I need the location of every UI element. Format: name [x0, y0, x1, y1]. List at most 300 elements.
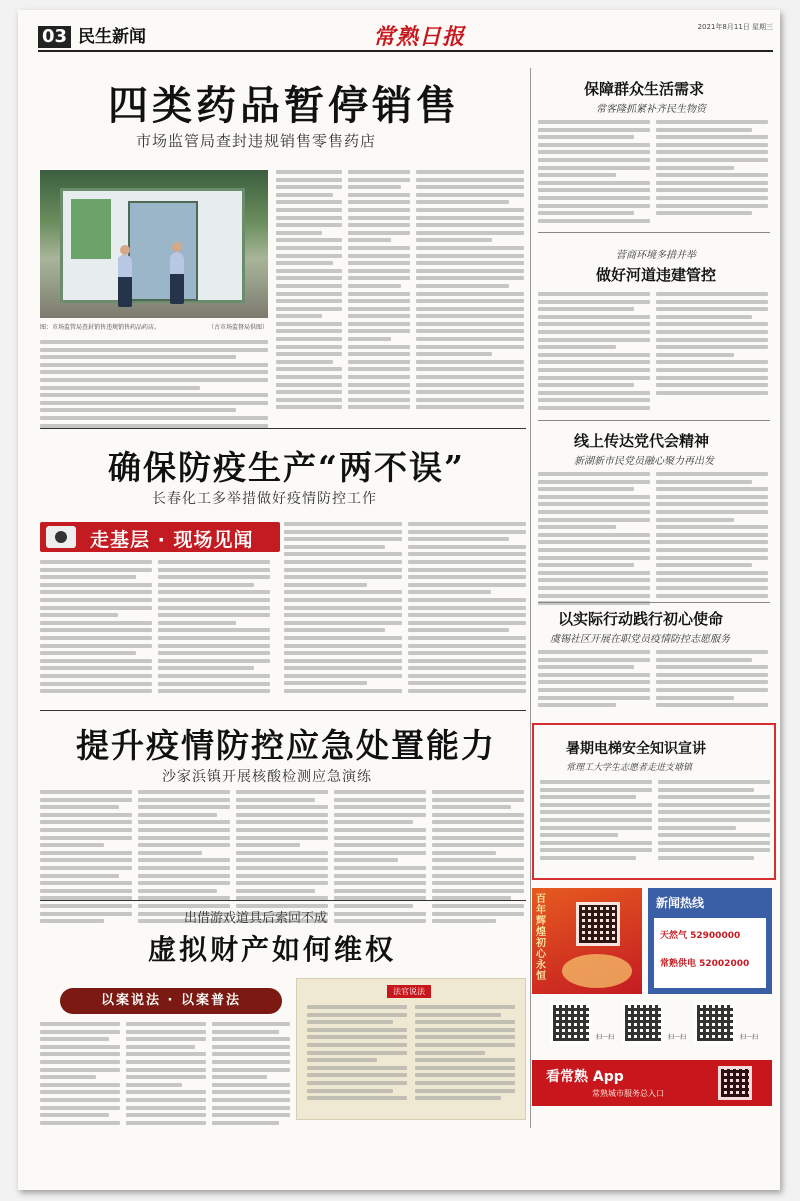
body-text-line [212, 1113, 290, 1117]
body-text-line [416, 360, 524, 364]
newspaper-page [18, 10, 780, 1190]
app-ad-subtitle: 常熟城市服务总入口 [592, 1089, 664, 1098]
article2-subhead: 长春化工多举措做好疫情防控工作 [152, 491, 377, 507]
qr-code[interactable] [576, 902, 620, 946]
body-text-line [415, 1043, 515, 1047]
body-text-line [284, 575, 402, 579]
body-text-line [408, 568, 526, 572]
qr-code[interactable] [622, 1002, 664, 1044]
body-text-line [276, 193, 333, 197]
photo-caption-text: 图：市场监管局查封销售违规销售药品药店。 [40, 324, 161, 331]
article3-body-col5 [432, 790, 524, 927]
sidebar4-headline[interactable]: 以实际行动践行初心使命 [558, 610, 724, 628]
body-text-line [540, 826, 652, 830]
body-text-line [307, 1043, 407, 1047]
body-text-line [284, 606, 402, 610]
body-text-line [276, 276, 342, 280]
body-text-line [415, 1035, 515, 1039]
body-text-line [307, 1028, 407, 1032]
commentary-col1 [307, 1005, 407, 1104]
body-text-line [158, 628, 270, 632]
body-text-line [538, 300, 650, 304]
body-text-line [138, 836, 230, 840]
body-text-line [40, 424, 268, 428]
body-text-line [415, 1051, 485, 1055]
body-text-line [538, 696, 650, 700]
body-text-line [348, 254, 410, 258]
body-text-line [307, 1035, 407, 1039]
body-text-line [656, 330, 768, 334]
body-text-line [40, 1121, 120, 1125]
body-text-line [158, 621, 236, 625]
body-text-line [538, 391, 650, 395]
body-text-line [348, 223, 410, 227]
body-text-line [284, 628, 385, 632]
body-text-line [656, 338, 768, 342]
body-text-line [348, 185, 401, 189]
hotline-ad[interactable] [648, 888, 772, 994]
body-text-line [432, 798, 524, 802]
article1-body-col1 [40, 340, 268, 431]
body-text-line [538, 472, 650, 476]
body-text-line [307, 1051, 407, 1055]
body-text-line [40, 904, 132, 908]
qr-label: 扫一扫 [596, 1034, 615, 1041]
body-text-line [40, 1113, 109, 1117]
sidebar5-headline[interactable]: 暑期电梯安全知识宣讲 [566, 741, 706, 757]
body-text-line [538, 219, 650, 223]
body-text-line [158, 674, 270, 678]
body-text-line [158, 583, 254, 587]
article3-headline[interactable]: 提升疫情防控应急处置能力 [76, 726, 496, 765]
body-text-line [348, 345, 410, 349]
body-text-line [212, 1030, 279, 1034]
body-text-line [284, 522, 402, 526]
article3-body-col4 [334, 790, 426, 927]
centenary-ad-title: 百年辉煌 初心永恒 [536, 894, 546, 982]
body-text-line [416, 178, 524, 182]
body-text-line [40, 790, 132, 794]
article1-subhead: 市场监管局查封违规销售零售药店 [136, 132, 377, 150]
body-text-line [40, 613, 118, 617]
body-text-line [348, 170, 410, 174]
body-text-line [212, 1045, 290, 1049]
body-text-line [276, 375, 342, 379]
body-text-line [538, 502, 650, 506]
body-text-line [284, 583, 367, 587]
body-text-line [415, 1028, 515, 1032]
body-text-line [40, 889, 132, 893]
body-text-line [158, 575, 270, 579]
article2-headline[interactable]: 确保防疫生产“两不误” [108, 448, 465, 487]
body-text-line [656, 135, 768, 139]
body-text-line [408, 537, 509, 541]
body-text-line [348, 329, 410, 333]
body-text-line [236, 798, 315, 802]
body-text-line [432, 866, 524, 870]
body-text-line [40, 1037, 109, 1041]
body-text-line [126, 1098, 206, 1102]
body-text-line [40, 881, 132, 885]
body-text-line [538, 120, 650, 124]
body-text-line [656, 696, 734, 700]
body-text-line [348, 208, 410, 212]
body-text-line [432, 889, 524, 893]
body-text-line [416, 208, 524, 212]
body-text-line [538, 368, 650, 372]
store-front [60, 188, 245, 303]
body-text-line [126, 1037, 206, 1041]
body-text-line [138, 798, 230, 802]
body-text-line [656, 472, 768, 476]
body-text-line [658, 795, 770, 799]
body-text-line [416, 238, 492, 242]
body-text-line [40, 628, 152, 632]
body-text-line [656, 548, 768, 552]
body-text-line [538, 150, 650, 154]
body-text-line [40, 851, 132, 855]
body-text-line [40, 340, 268, 344]
body-text-line [656, 556, 768, 560]
body-text-line [658, 841, 770, 845]
body-text-line [40, 370, 268, 374]
body-text-line [416, 170, 524, 174]
body-text-line [538, 578, 650, 582]
body-text-line [276, 170, 342, 174]
qr-code[interactable] [550, 1002, 592, 1044]
body-text-line [40, 378, 268, 382]
body-text-line [40, 1045, 120, 1049]
body-text-line [40, 416, 268, 420]
body-text-line [276, 367, 342, 371]
body-text-line [158, 598, 270, 602]
body-text-line [212, 1121, 279, 1125]
body-text-line [138, 851, 202, 855]
body-text-line [538, 135, 634, 139]
body-text-line [415, 1073, 515, 1077]
article4-body-col3 [212, 1022, 290, 1128]
body-text-line [158, 666, 254, 670]
body-text-line [416, 322, 524, 326]
body-text-line [126, 1121, 206, 1125]
body-text-line [126, 1022, 206, 1026]
body-text-line [408, 613, 526, 617]
body-text-line [538, 181, 650, 185]
body-text-line [236, 866, 328, 870]
body-text-line [40, 912, 132, 916]
body-text-line [416, 390, 524, 394]
body-text-line [126, 1090, 206, 1094]
body-text-line [40, 1052, 120, 1056]
body-text-line [658, 788, 754, 792]
body-text-line [538, 166, 650, 170]
body-text-line [334, 889, 426, 893]
body-text-line [40, 843, 104, 847]
body-text-line [538, 307, 634, 311]
body-text-line [656, 173, 768, 177]
body-text-line [415, 1058, 515, 1062]
body-text-line [408, 583, 526, 587]
body-text-line [656, 211, 752, 215]
article4-kicker: 出借游戏道具后索回不成 [184, 911, 328, 926]
body-text-line [284, 552, 402, 556]
body-text-line [432, 805, 511, 809]
body-text-line [656, 658, 752, 662]
body-text-line [432, 790, 524, 794]
body-text-line [538, 533, 650, 537]
body-text-line [126, 1030, 206, 1034]
body-text-line [538, 158, 650, 162]
store-door [128, 201, 198, 301]
body-text-line [656, 143, 768, 147]
body-text-line [416, 223, 524, 227]
article4-headline[interactable]: 虚拟财产如何维权 [148, 933, 397, 966]
sidebar3-body-col1 [538, 472, 650, 609]
body-text-line [656, 353, 734, 357]
article1-headline[interactable]: 四类药品暂停销售 [108, 82, 460, 129]
body-text-line [126, 1052, 206, 1056]
body-text-line [538, 383, 634, 387]
body-text-line [656, 480, 752, 484]
body-text-line [432, 904, 524, 908]
body-text-line [408, 560, 526, 564]
body-text-line [284, 590, 402, 594]
body-text-line [348, 200, 410, 204]
body-text-line [656, 307, 768, 311]
body-text-line [408, 530, 526, 534]
body-text-line [40, 1060, 120, 1064]
body-text-line [656, 525, 768, 529]
body-text-line [658, 848, 770, 852]
body-text-line [348, 307, 410, 311]
body-text-line [656, 703, 768, 707]
body-text-line [348, 383, 410, 387]
body-text-line [408, 598, 526, 602]
body-text-line [540, 848, 652, 852]
body-text-line [538, 540, 650, 544]
body-text-line [158, 560, 270, 564]
body-text-line [276, 200, 342, 204]
body-text-line [276, 345, 342, 349]
body-text-line [334, 836, 426, 840]
body-text-line [540, 841, 652, 845]
body-text-line [40, 606, 152, 610]
body-text-line [416, 185, 524, 189]
body-text-line [408, 636, 526, 640]
app-ad[interactable] [532, 1060, 772, 1106]
sidebar-divider [538, 420, 770, 421]
body-text-line [408, 522, 526, 526]
judge-commentary-box [296, 978, 526, 1120]
body-text-line [40, 1030, 120, 1034]
body-text-line [656, 188, 768, 192]
body-text-line [656, 196, 768, 200]
body-text-line [408, 681, 526, 685]
sidebar5-body-col2 [658, 780, 770, 864]
body-text-line [538, 571, 650, 575]
article2-body-col1 [40, 560, 152, 697]
body-text-line [40, 1090, 120, 1094]
body-text-line [538, 673, 650, 677]
body-text-line [236, 858, 328, 862]
body-text-line [416, 398, 524, 402]
article-divider [40, 710, 526, 711]
body-text-line [656, 300, 768, 304]
body-text-line [212, 1060, 290, 1064]
sidebar-rule [530, 68, 531, 1128]
body-text-line [284, 545, 385, 549]
body-text-line [538, 495, 650, 499]
body-text-line [538, 510, 650, 514]
body-text-line [416, 284, 509, 288]
body-text-line [158, 659, 270, 663]
body-text-line [334, 805, 426, 809]
body-text-line [40, 919, 104, 923]
body-text-line [415, 1005, 515, 1009]
app-ad-title: 看常熟 App [546, 1069, 624, 1085]
body-text-line [408, 666, 526, 670]
body-text-line [538, 211, 634, 215]
body-text-line [656, 345, 768, 349]
body-text-line [538, 398, 650, 402]
body-text-line [415, 1020, 515, 1024]
body-text-line [540, 856, 636, 860]
inspector-figure [170, 252, 184, 304]
body-text-line [658, 810, 770, 814]
photo-caption [40, 322, 268, 331]
body-text-line [126, 1045, 195, 1049]
body-text-line [656, 665, 768, 669]
sidebar4-subhead: 虞锡社区开展在职党员疫情防控志愿服务 [550, 634, 730, 645]
body-text-line [656, 533, 768, 537]
body-text-line [538, 658, 650, 662]
body-text-line [348, 178, 410, 182]
body-text-line [658, 803, 770, 807]
body-text-line [334, 843, 426, 847]
body-text-line [276, 261, 333, 265]
body-text-line [408, 575, 526, 579]
body-text-line [334, 851, 426, 855]
sidebar1-headline[interactable]: 保障群众生活需求 [584, 80, 705, 98]
body-text-line [40, 874, 119, 878]
body-text-line [284, 644, 402, 648]
body-text-line [538, 143, 650, 147]
body-text-line [276, 383, 342, 387]
body-text-line [138, 790, 230, 794]
sidebar-divider [538, 232, 770, 233]
body-text-line [126, 1106, 206, 1110]
body-text-line [538, 204, 650, 208]
body-text-line [656, 680, 768, 684]
body-text-line [408, 590, 491, 594]
body-text-line [284, 598, 402, 602]
qr-code[interactable] [718, 1066, 752, 1100]
sidebar3-headline[interactable]: 线上传达党代会精神 [574, 432, 710, 450]
body-text-line [276, 216, 342, 220]
body-text-line [138, 889, 217, 893]
body-text-line [432, 881, 524, 885]
body-text-line [40, 1075, 96, 1079]
body-text-line [284, 568, 402, 572]
body-text-line [538, 480, 650, 484]
body-text-line [348, 261, 410, 265]
body-text-line [126, 1113, 206, 1117]
article4-body-col1 [40, 1022, 120, 1128]
body-text-line [416, 261, 524, 265]
body-text-line [656, 650, 768, 654]
issue-info: 2021年8月11日 星期三 [697, 23, 773, 31]
body-text-line [40, 682, 152, 686]
body-text-line [284, 560, 402, 564]
body-text-line [408, 674, 526, 678]
body-text-line [656, 391, 768, 395]
body-text-line [236, 889, 315, 893]
body-text-line [236, 790, 328, 794]
inspector-figure [118, 255, 132, 307]
body-text-line [40, 363, 268, 367]
camera-icon [46, 526, 76, 548]
body-text-line [40, 1022, 120, 1026]
body-text-line [334, 904, 413, 908]
sidebar3-subhead: 新湖新市民党员融心聚力再出发 [574, 456, 714, 467]
body-text-line [540, 803, 652, 807]
body-text-line [348, 337, 391, 341]
body-text-line [40, 820, 132, 824]
article4-body-col2 [126, 1022, 206, 1128]
body-text-line [656, 571, 768, 575]
qr-code[interactable] [694, 1002, 736, 1044]
sidebar2-kicker: 营商环境多措并举 [616, 250, 696, 261]
body-text-line [284, 689, 402, 693]
commentary-tag: 法官说法 [387, 985, 431, 998]
body-text-line [40, 659, 152, 663]
body-text-line [432, 912, 524, 916]
body-text-line [656, 128, 752, 132]
body-text-line [656, 510, 768, 514]
body-text-line [408, 628, 509, 632]
body-text-line [276, 284, 342, 288]
body-text-line [540, 810, 652, 814]
sidebar4-body-col1 [538, 650, 650, 711]
store-sign [71, 199, 111, 259]
body-text-line [538, 586, 650, 590]
qr-label: 扫一扫 [668, 1034, 687, 1041]
body-text-line [348, 322, 410, 326]
body-text-line [138, 813, 217, 817]
body-text-line [656, 594, 768, 598]
body-text-line [284, 666, 402, 670]
body-text-line [284, 537, 402, 541]
body-text-line [416, 254, 524, 258]
centenary-ad[interactable] [532, 888, 642, 994]
body-text-line [656, 540, 768, 544]
article-divider [40, 900, 526, 901]
body-text-line [432, 858, 524, 862]
body-text-line [40, 568, 152, 572]
body-text-line [212, 1098, 290, 1102]
body-text-line [138, 881, 230, 885]
article2-body-col4 [408, 522, 526, 697]
sidebar2-headline[interactable]: 做好河道违建管控 [596, 266, 717, 284]
body-text-line [276, 292, 342, 296]
body-text-line [658, 833, 770, 837]
body-text-line [348, 246, 410, 250]
body-text-line [40, 348, 268, 352]
body-text-line [334, 866, 426, 870]
body-text-line [334, 858, 398, 862]
body-text-line [40, 651, 136, 655]
body-text-line [158, 568, 270, 572]
